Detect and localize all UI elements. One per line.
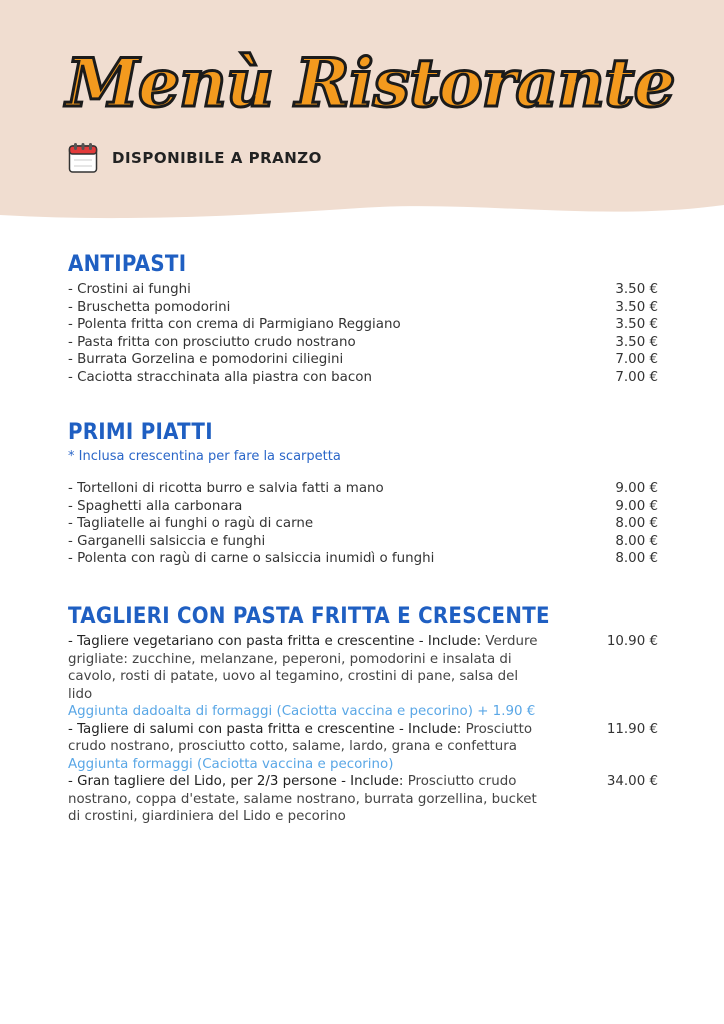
menu-item [68,334,658,352]
page-title: Menù Ristorante [66,44,675,122]
item-price: 3.50 € [615,299,658,315]
item-name: - Garganelli salsiccia e funghi [68,533,266,549]
item-description: Verdure grigliate: zucchine, melanzane, peperoni, pomodorini e insalata di cavolo, rosti di patate, uovo al tegamino, crostini di pane, salsa del lido [68,634,538,702]
item-name: - Polenta con ragù di carne o salsiccia inumidì o funghi [68,551,435,566]
item-name: - Tagliere vegetariano con pasta fritta e crescentine - Include: [68,634,482,649]
item-name: - Burrata Gorzelina e pomodorini ciliegini [68,352,344,367]
menu-item [68,281,658,299]
menu-item [68,515,658,533]
item-text [68,721,543,756]
item-description: Prosciutto crudo nostrano, prosciutto cotto, salame, lardo, grana e confettura [68,721,533,754]
menu-item [68,316,658,334]
item-name: - Spaghetti alla carbonara [68,498,243,514]
item-price: 11.90 € [606,721,658,737]
item-price: 8.00 € [615,533,658,549]
menu-item [68,550,658,568]
calendar-icon [68,142,98,174]
item-price: 8.00 € [615,551,658,566]
item-price: 7.00 € [615,352,658,367]
availability-row [68,142,322,174]
menu-item [68,533,658,551]
item-text [68,633,543,703]
item-name: - Tortelloni di ricotta burro e salvia fatti a mano [68,481,384,496]
item-price: 3.50 € [615,334,658,350]
section-note: * Inclusa crescentina per fare la scarpetta [68,449,341,464]
item-name: - Gran tagliere del Lido, per 2/3 persone - Include: [68,774,404,789]
menu-item [68,633,658,703]
item-addon: Aggiunta dadoalta di formaggi (Caciotta vaccina e pecorino) + 1.90 € [68,704,536,719]
item-price: 9.00 € [615,498,658,514]
item-addon: Aggiunta formaggi (Caciotta vaccina e pecorino) [68,756,394,772]
item-name: - Caciotta stracchinata alla piastra con bacon [68,369,372,385]
item-price: 3.50 € [615,317,658,332]
section-antipasti [68,252,658,386]
item-name: - Bruschetta pomodorini [68,299,231,315]
menu-item [68,299,658,317]
item-price: 8.00 € [615,516,658,531]
menu-item [68,369,658,387]
item-name: - Pasta fritta con prosciutto crudo nostrano [68,334,356,350]
menu-item [68,351,658,369]
section-title-taglieri: TAGLIERI CON PASTA FRITTA E CRESCENTE [68,604,550,629]
availability-label: DISPONIBILE A PRANZO [112,149,322,167]
item-price: 10.90 € [606,634,658,649]
menu-item [68,480,658,498]
item-name: - Polenta fritta con crema di Parmigiano Reggiano [68,317,401,332]
item-name: - Tagliere di salumi con pasta fritta e crescentine - Include: [68,721,462,737]
item-price: 34.00 € [606,774,658,789]
item-name: - Tagliatelle ai funghi o ragù di carne [68,516,314,531]
section-title-primi: PRIMI PIATTI [68,420,213,445]
item-description: Prosciutto crudo nostrano, coppa d'estate, salame nostrano, burrata gorzellina, bucket di crostini, giardiniera del Lido e pecorino [68,774,537,824]
item-price: 7.00 € [615,369,658,385]
item-name: - Crostini ai funghi [68,282,191,297]
menu-item [68,498,658,516]
menu-item [68,721,658,756]
menu-item [68,773,658,826]
section-title-antipasti: ANTIPASTI [68,252,187,277]
section-primi-piatti [68,420,658,568]
section-taglieri [68,604,658,826]
item-text [68,773,543,826]
item-price: 9.00 € [615,481,658,496]
item-price: 3.50 € [615,282,658,297]
